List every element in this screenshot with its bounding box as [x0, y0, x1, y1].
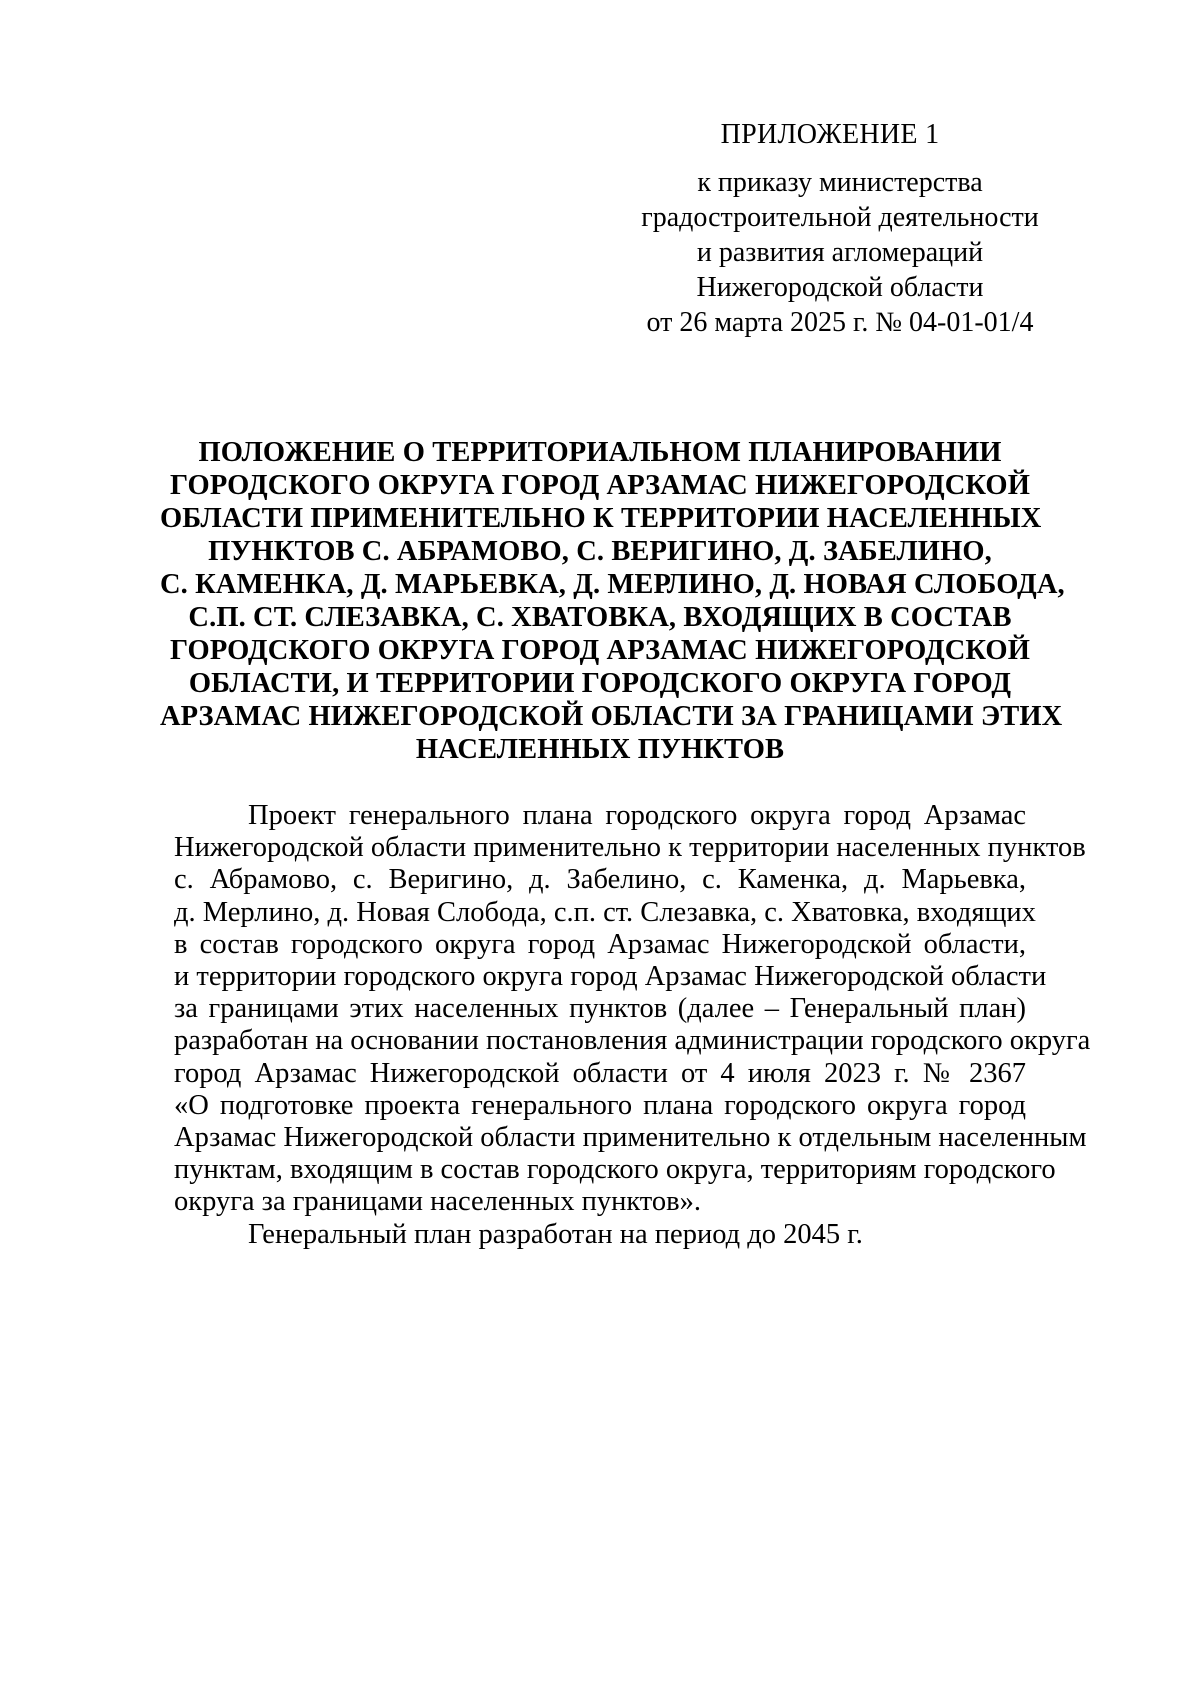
title-line: АРЗАМАС НИЖЕГОРОДСКОЙ ОБЛАСТИ ЗА ГРАНИЦАМИ ЭТИХ	[160, 701, 1063, 732]
body-paragraph	[174, 1219, 1026, 1251]
title-line: ПОЛОЖЕНИЕ О ТЕРРИТОРИАЛЬНОМ ПЛАНИРОВАНИИ	[198, 437, 1002, 468]
document-title	[160, 436, 1065, 766]
paragraph-line: Проект генерального плана городского округа город Арзамас	[248, 800, 1026, 831]
title-line: ГОРОДСКОГО ОКРУГА ГОРОД АРЗАМАС НИЖЕГОРОДСКОЙ	[170, 470, 1030, 501]
paragraph-line: в состав городского округа город Арзамас Нижегородской области,	[174, 928, 1026, 960]
paragraph-line: д. Мерлино, д. Новая Слобода, с.п. ст. Слезавка, с. Хватовка, входящих	[174, 896, 1036, 928]
paragraph-line: город Арзамас Нижегородской области от 4 июля 2023 г. № 2367	[174, 1057, 1026, 1089]
paragraph-line: разработан на основании постановления администрации городского округа	[174, 1025, 1091, 1057]
appendix-line: Нижегородской области	[696, 272, 984, 303]
paragraph-line: за границами этих населенных пунктов (далее – Генеральный план)	[174, 993, 1026, 1025]
title-line: ОБЛАСТИ ПРИМЕНИТЕЛЬНО К ТЕРРИТОРИИ НАСЕЛЕННЫХ	[160, 503, 1042, 534]
appendix-label: ПРИЛОЖЕНИЕ 1	[720, 119, 940, 150]
paragraph-line: и территории городского округа город Арзамас Нижегородской области	[174, 961, 1047, 993]
title-line: С.П. СТ. СЛЕЗАВКА, С. ХВАТОВКА, ВХОДЯЩИХ В СОСТАВ	[188, 602, 1012, 633]
title-line: НАСЕЛЕННЫХ ПУНКТОВ	[415, 734, 785, 765]
paragraph-line: Арзамас Нижегородской области применительно к отдельным населенным	[174, 1122, 1087, 1154]
title-line: ОБЛАСТИ, И ТЕРРИТОРИИ ГОРОДСКОГО ОКРУГА ГОРОД	[188, 668, 1012, 699]
paragraph-line: Генеральный план разработан на период до 2045 г.	[248, 1218, 863, 1250]
body-paragraph	[174, 800, 1091, 1219]
appendix-line: к приказу министерства	[697, 167, 983, 198]
appendix-line: и развития агломераций	[696, 237, 984, 268]
title-line: ПУНКТОВ С. АБРАМОВО, С. ВЕРИГИНО, Д. ЗАБЕЛИНО,	[208, 536, 992, 567]
title-line: С. КАМЕНКА, Д. МАРЬЕВКА, Д. МЕРЛИНО, Д. НОВАЯ СЛОБОДА,	[160, 569, 1065, 600]
appendix-reference	[620, 165, 1060, 340]
paragraph-line: пунктам, входящим в состав городского округа, территориям городского	[174, 1154, 1056, 1186]
paragraph-line: Нижегородской области применительно к территории населенных пунктов	[174, 832, 1086, 864]
document-body	[174, 800, 1091, 1251]
title-line: ГОРОДСКОГО ОКРУГА ГОРОД АРЗАМАС НИЖЕГОРОДСКОЙ	[170, 635, 1030, 666]
appendix-line: от 26 марта 2025 г. № 04-01-01/4	[646, 307, 1034, 338]
paragraph-line: округа за границами населенных пунктов».	[174, 1186, 701, 1218]
paragraph-line: с. Абрамово, с. Веригино, д. Забелино, с. Каменка, д. Марьевка,	[174, 864, 1026, 896]
paragraph-line: «О подготовке проекта генерального плана городского округа город	[174, 1089, 1026, 1121]
appendix-line: градостроительной деятельности	[641, 202, 1039, 233]
